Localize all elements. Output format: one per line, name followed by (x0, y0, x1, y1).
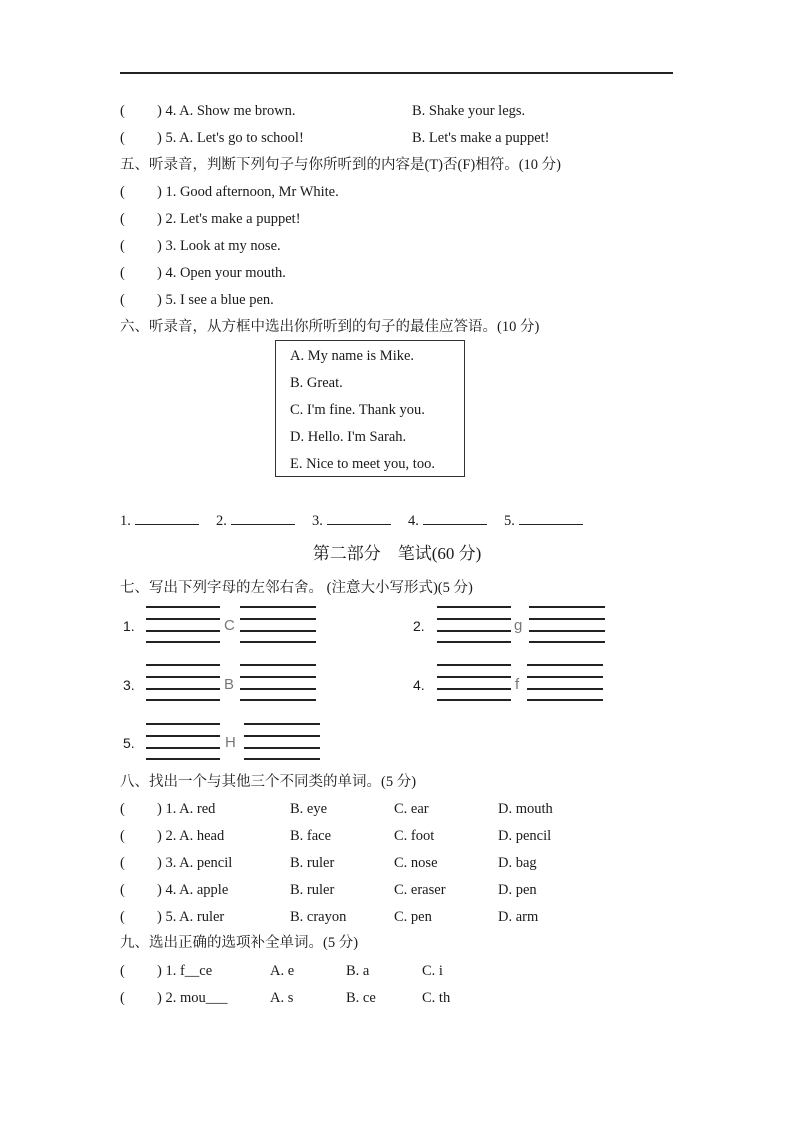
writing-line[interactable] (146, 618, 220, 620)
box-option: E. Nice to meet you, too. (290, 456, 435, 472)
box-option: A. My name is Mike. (290, 348, 415, 364)
given-letter: g (514, 617, 523, 634)
top-rule (120, 72, 673, 74)
given-letter: H (225, 734, 236, 751)
answer-blank[interactable]: 3. (312, 510, 391, 531)
answer-blank[interactable]: 1. (120, 510, 199, 531)
writing-line[interactable] (146, 735, 220, 737)
given-letter: f (515, 676, 520, 693)
option-a: ) 4. A. Show me brown. (157, 103, 296, 119)
box-option: B. Great. (290, 375, 343, 391)
writing-line[interactable] (527, 676, 603, 678)
answer-paren: ( (120, 130, 125, 146)
writing-line[interactable] (437, 618, 511, 620)
section-8-title: 八、找出一个与其他三个不同类的单词。(5 分) (120, 774, 417, 790)
answer-paren: ( (120, 103, 125, 119)
section-6-title: 六、听录音，从方框中选出你所听到的句子的最佳应答语。(10 分) (120, 319, 540, 335)
writing-line[interactable] (529, 618, 605, 620)
answer-blank[interactable]: 5. (504, 510, 583, 531)
box-option: C. I'm fine. Thank you. (290, 402, 425, 418)
writing-line[interactable] (146, 676, 220, 678)
writing-line[interactable] (244, 735, 320, 737)
given-letter: B (224, 676, 235, 693)
answer-options-box (275, 340, 465, 477)
option-a: ) 5. A. Let's go to school! (157, 130, 304, 146)
writing-line[interactable] (240, 618, 316, 620)
option-b: B. Shake your legs. (412, 103, 526, 119)
answer-blank[interactable]: 4. (408, 510, 487, 531)
answer-blank[interactable]: 2. (216, 510, 295, 531)
option-b: B. Let's make a puppet! (412, 130, 550, 146)
section-5-title: 五、听录音，判断下列句子与你所听到的内容是(T)否(F)相符。(10 分) (120, 157, 562, 173)
section-7-title: 七、写出下列字母的左邻右舍。 (注意大小写形式)(5 分) (120, 580, 473, 596)
section-9-title: 九、选出正确的选项补全单词。(5 分) (120, 935, 359, 951)
part-2-heading: 第二部分 笔试(60 分) (312, 544, 482, 563)
writing-line[interactable] (437, 676, 511, 678)
writing-line[interactable] (240, 676, 316, 678)
box-option: D. Hello. I'm Sarah. (290, 429, 407, 445)
given-letter: C (224, 617, 235, 634)
